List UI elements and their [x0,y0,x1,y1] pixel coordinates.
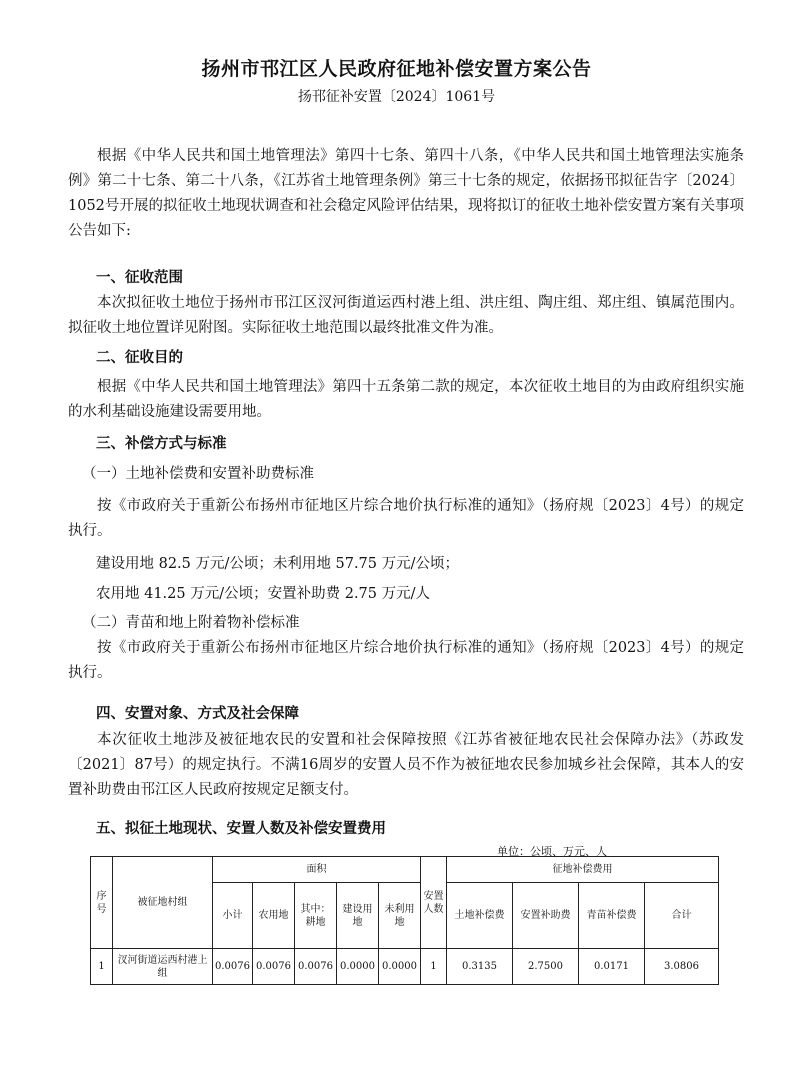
header-village: 被征地村组 [113,857,213,949]
header-cultivated: 其中：耕地 [295,883,337,949]
header-land-comp: 土地补偿费 [447,883,513,949]
header-crop: 青苗补偿费 [579,883,645,949]
header-unused: 未利用地 [379,883,421,949]
section-3-heading: 三、补偿方式与标准 [96,436,227,452]
section-3-body-1: 按《市政府关于重新公布扬州市征地区片综合地价执行标准的通知》（扬府规〔2023〕4号）的规定执行。 [68,498,744,539]
compensation-table [90,856,719,985]
section-2-body: 根据《中华人民共和国土地管理法》第四十五条第二款的规定，本次征收土地目的为由政府组织实施的水利基础设施建设需要用地。 [68,379,744,420]
section-1-heading: 一、征收范围 [96,270,183,286]
section-3-rate-line-1: 建设用地 82.5 万元/公顷；未利用地 57.75 万元/公顷； [96,556,460,572]
intro-paragraph: 根据《中华人民共和国土地管理法》第四十七条、第四十八条，《中华人民共和国土地管理法实施条例》第二十七条、第二十八条，《江苏省土地管理条例》第三十七条的规定，依据扬邗拟征告字〔2024〕1052号开展的拟征收土地现状调查和社会稳定风险评估结果，现将拟订的征收土地补偿安置方案有关事项公告如下: [68,148,744,239]
header-cost: 征地补偿费用 [447,857,719,883]
cell-land-comp: 0.3135 [447,949,513,985]
section-5-heading: 五、拟征土地现状、安置人数及补偿安置费用 [96,821,386,837]
cell-cultivated: 0.0076 [295,949,337,985]
cell-construction: 0.0000 [337,949,379,985]
cell-total: 3.0806 [645,949,719,985]
document-title: 扬州市邗江区人民政府征地补偿安置方案公告 [201,58,592,80]
table-row [91,949,719,985]
document-number: 扬邗征补安置〔2024〕1061号 [297,89,496,105]
section-2-heading: 二、征收目的 [96,350,183,366]
section-4-heading: 四、安置对象、方式及社会保障 [96,706,299,722]
section-4-body: 本次征收土地涉及被征地农民的安置和社会保障按照《江苏省被征地农民社会保障办法》（苏政发〔2021〕87号）的规定执行。不满16周岁的安置人员不作为被征地农民参加城乡社会保障，其本人的安置补助费由邗江区人民政府按规定足额支付。 [68,732,744,798]
header-farmland: 农用地 [253,883,295,949]
header-resettle: 安置补助费 [513,883,579,949]
cell-farmland: 0.0076 [253,949,295,985]
cell-people: 1 [421,949,447,985]
section-3-sub-2: （二）青苗和地上附着物补偿标准 [82,615,300,631]
cell-seq: 1 [91,949,113,985]
cell-unused: 0.0000 [379,949,421,985]
section-3-sub-1: （一）土地补偿费和安置补助费标准 [82,466,314,482]
header-people: 安置人数 [421,857,447,949]
header-area: 面积 [213,857,421,883]
section-1-body: 本次拟征收土地位于扬州市邗江区汊河街道运西村港上组、洪庄组、陶庄组、郑庄组、镇属范围内。拟征收土地位置详见附图。实际征收土地范围以最终批准文件为准。 [68,295,744,336]
header-seq: 序号 [91,857,113,949]
cell-village: 汊河街道运西村港上组 [113,949,213,985]
cell-crop: 0.0171 [579,949,645,985]
cell-subtotal: 0.0076 [213,949,253,985]
section-3-body-2: 按《市政府关于重新公布扬州市征地区片综合地价执行标准的通知》（扬府规〔2023〕4号）的规定执行。 [68,640,744,681]
cell-resettle: 2.7500 [513,949,579,985]
header-construction: 建设用地 [337,883,379,949]
table-unit-note: 单位：公顷、万元、人 [497,845,607,858]
header-total: 合计 [645,883,719,949]
header-subtotal: 小计 [213,883,253,949]
section-3-rate-line-2: 农用地 41.25 万元/公顷；安置补助费 2.75 万元/人 [96,586,431,602]
